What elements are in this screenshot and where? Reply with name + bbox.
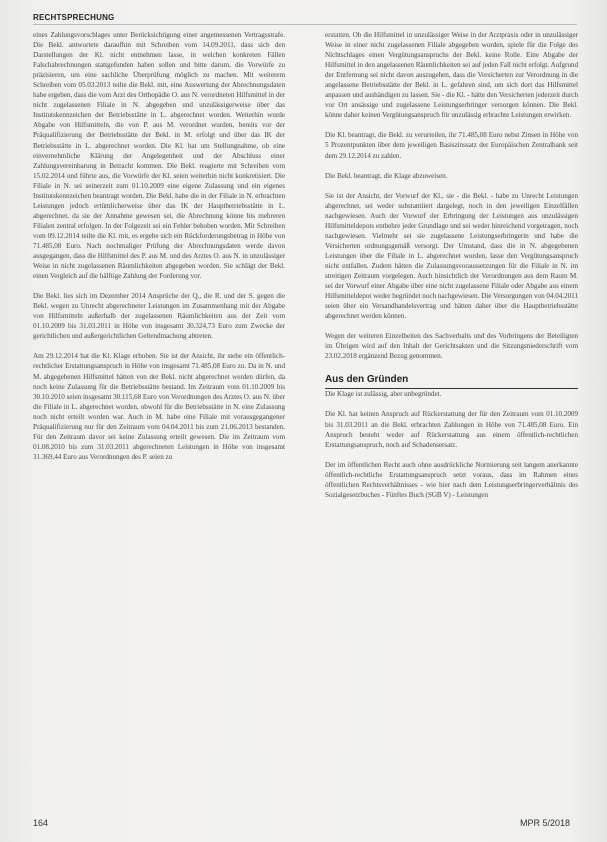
paragraph: Die Bekl. lies sich im Dezember 2014 Ansprüche der Q., die R. und der S. gegen die Bekl. wegen zu Unrecht abgerechneter Leistungen im Zusammenhang mit der Abgabe von Hilfsmitteln außerhalb der zugelassenen Räumlichkeiten aus der Zeit vom 01.10.2009 bis 31.03.2011 in Höhe von insgesamt 30.324,73 Euro zum Zwecke der gerichtlichen und außergerichtlichen Geltendmachung abtreten. [33,292,285,341]
paragraph: erstatten. Ob die Hilfsmittel in unzulässiger Weise in der Arztpraxis oder in unzulässiger Weise in einer nicht zugelassenen Filiale abgegeben worden, spiele für die Folge des Nichtschlages einen Vergütungsanspruchs der Bekl. keine Rolle. Eine Abgabe der Hilfsmittel in den angelassenen Räumlichkeiten sei auf jeden Fall nicht erfolgt. Aufgrund der Entfernung sei nicht davon auszugehen, dass die Versicherten zur Verordnung in die angelassene Betriebsstätte der Bekl. in L. gefahren sind, um sich dort das Hilfsmittel anpassen und aushändigen zu lassen. Sie - die Kl. - hätte den Versicherten jederzeit durch vor Ort ansässige und zugelassene Leistungserbringer versorgen können. Die Bekl. könne daher keinen Vergütungsanspruch für unzulässig erbrachte Leistungen erwirken. [325,31,578,120]
paragraph: Die Bekl. beantragt, die Klage abzuweisen. [325,171,448,180]
paragraph: Die Kl. beantragt, die Bekl. zu verurteilen, ihr 71.485,08 Euro nebst Zinsen in Höhe von 5 Prozentpunkten über dem jeweiligen Basiszinssatz der Europäischen Zentralbank seit dem 29.12.2014 zu zahlen. [325,131,578,160]
paragraph: Am 29.12.2014 hat die Kl. Klage erhoben. Sie ist der Ansicht, ihr stehe ein öffentlich-rechtlicher Erstattungsanspruch in Höhe von insgesamt 71.485,08 Euro zu. Da in N. und M. abgegebenen Hilfsmittel hätten von der Bekl. nicht abgerechnet werden dürfen, da noch keine Zulassung für die Betriebsstätte bestand. Im Zeitraum vom 01.10.2009 bis 30.10.2010 seien insgesamt 30.115,68 Euro von Verordnungen des Arztes O. aus N. über die Filiale in L. abgerechnet worden, obwohl für die Betriebsstätte in N. eine Zulassung noch nicht erteilt worden war. Auch in M. habe eine Filiale mit vorausgegangener Präqualifizierung nur für den Zeitraum vom 04.04.2011 bis zum 21.06.2013 bestanden. Für den Zeitraum davor sei keine Zulassung erteilt gewesen. Die im Zeitraum vom 01.08.2010 bis zum 31.03.2011 abgerechneten Leistungen in Höhe von insgesamt 31.369,44 Euro aus Verordnungen des P. seien zu [33,352,285,461]
paragraph: eines Zahlungsvorschlages unter Berücksichtigung einer angemessenen Vertragsstrafe. Die Bekl. antwortete daraufhin mit Schreiben vom 14.09.2011, dass sich den Darstellungen der Kl. nicht entnehmen lasse, in welchen konkreten Fällen Falschabrechnungen stattgefunden haben sollen und bitte darum, die Vorwürfe zu präzisieren, um eine sachliche Überprüfung möglich zu machen. Mit weiterem Schreiben vom 05.03.2013 teilte die Bekl. mit, eine Auswertung der Abrechnungsdaten habe ergeben, dass die vom Arzt des Orthopädie O. aus N. verordneten Hilfsmittel in der nicht zugelassenen Filiale in N. abgegeben und unzulässigerweise über das Institutskennzeichen der Betriebsstätte in L. abgerechnet worden. Weiterhin wurde Abgabe von Hilfsmitteln, die von P. aus M. verordnet wurden, bereits vor der Präqualifizierung der Betriebsstätte der Bekl. in M. erfolgt und über das IK der Betriebsstätte in L. abgerechnet worden. Die Kl. bat um Stellungnahme, ob eine einvernehmliche Klärung der Angelegenheit und der Abschluss einer Zahlungsvereinbarung in Betracht kommen. Die Bekl. reagierte mit Schreiben vom 15.02.2014 und führte aus, die Vorwürfe der Kl. seien weiterhin nicht konkretisiert. Die Filiale in N. sei seinerzeit zum 01.10.2009 eine eigene Zulassung und ein eigenes Institutskennzeichen beantragt worden. Die Bekl. habe die in der Filiale in N. erbrachten Leistungen jedoch ertümlicherweise über das IK der Hauptbetriebsstätte in L. abgerechnet, da sie der Annahme gewesen sei, die Abrechnung könne bis mehreren Filialen zentral erfolgen. In der Folgezeit sei ein Fehler behoben worden. Mit Schreiben vom 09.12.2014 teilte die Kl. mit, es ergebe sich ein Rückforderungsbetrag in Höhe von 71.485,08 Euro. Nach nochmaliger Prüfung der Abrechnungsdaten werde davon ausgegangen, dass die Hilfsmittel des P. aus M. und des Arztes O. aus N. in unzulässiger Weise in nicht zugelassenen Räumlichkeiten abgegeben worden. Sie schlägt der Bekl. einen Vergleich auf die hälftige Zahlung der Forderung vor. [33,31,285,281]
paragraph: Der im öffentlichen Recht auch ohne ausdrückliche Normierung seit langem anerkannte öffentlich-rechtliche Erstattungsanspruch setzt voraus, dass im Rahmen eines öffentlichen Rechtsverhältnisses - wie hier nach dem Leistungserbringerverhältnis des Sozialgesetzbuches - Fünftes Buch (SGB V) - Leistungen [325,460,578,499]
journal-issue: MPR 5/2018 [520,818,571,828]
paragraph: Sie ist der Ansicht, der Vorwurf der Kl., sie - die Bekl. - habe zu Unrecht Leistungen abgerechnet, sei weder substantiiert dargelegt, noch in den jeweiligen Einzelfällen nachgewiesen. Auch der Vorwurf der Erbringung der Leistungen aus unzulässigen Hilfsmitteldepots entbehre jeder Grundlage und sei weder hinreichend vorgetragen, noch nachgewiesen. Vielmehr sei sie zugelassene Leistungserbringerin und habe die Versicherten ordnungsgemäß versorgt. Der Umstand, dass die in N. abgegebenen Leistungen über die Filiale in L. abgerechnet wurden, lasse den Vergütungsanspruch nicht entfallen. Zudem hätten die Zulassungsvoraussetzungen für die Filiale in N. im streitigen Zeitraum vorgelegen. Auch hinsichtlich der Verordnungen aus dem Raum M. sei der Vorwurf einer Abgabe über eine nicht zugelassene Filiale oder Abgabe aus einem Hilfsmitteldepot weder begründet noch nachgewiesen. Die Versorgungen von 04.04.2011 seien über ein Versandhandelsvertrag und hätten daher über die Hauptbetriebsstätte abgerechnet werden können. [325,191,578,321]
paragraph: Die Klage ist zulässig, aber unbegründet. [325,390,442,399]
right-column [325,30,578,510]
section-title: Aus den Gründen [325,374,409,386]
page-number: 164 [33,818,49,828]
left-column [33,30,285,472]
header-rule [33,24,577,25]
paragraph: Wegen der weiteren Einzelheiten des Sachverhalts und des Vorbringens der Beteiligten im Übrigen wird auf den Inhalt der Gerichtsakten und die Sitzungsniederschrift vom 23.02.2018 ergänzend Bezug genommen. [325,332,578,361]
paragraph: Die Kl. hat keinen Anspruch auf Rückerstattung der für den Zeitraum vom 01.10.2009 bis 31.03.2011 an die Bekl. erbrachten Zahlungen in Höhe von 71.485,08 Euro. Ein Anspruch besteht weder auf Rückerstattung aus einem öffentlich-rechtlichen Erstattungsanspruch, noch auf Schadensersatz. [325,410,578,449]
section-header: RECHTSPRECHUNG [33,13,115,22]
